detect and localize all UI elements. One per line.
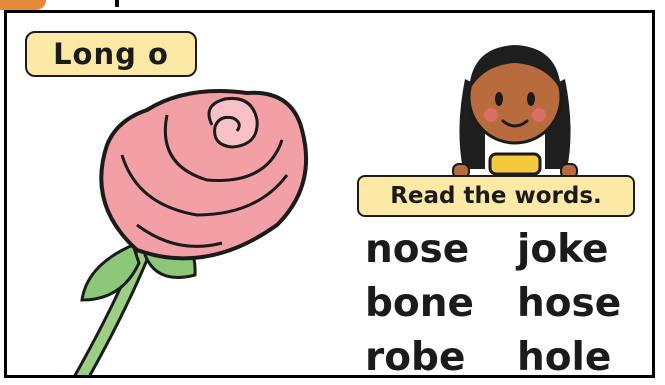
word-item: joke bbox=[517, 227, 609, 272]
girl-illustration bbox=[435, 19, 595, 179]
orange-swoosh bbox=[0, 0, 46, 10]
instruction-badge: Read the words. bbox=[357, 175, 635, 217]
page-title: Long o bbox=[25, 31, 197, 77]
word-item: hole bbox=[517, 335, 612, 378]
worksheet-card bbox=[4, 10, 655, 378]
word-item: robe bbox=[365, 335, 466, 378]
top-decoration bbox=[0, 0, 665, 10]
word-item: nose bbox=[365, 227, 470, 272]
rose-illustration bbox=[47, 85, 357, 378]
word-list bbox=[365, 227, 645, 378]
word-item: hose bbox=[517, 281, 622, 326]
word-item: bone bbox=[365, 281, 474, 326]
top-mark bbox=[115, 0, 119, 7]
